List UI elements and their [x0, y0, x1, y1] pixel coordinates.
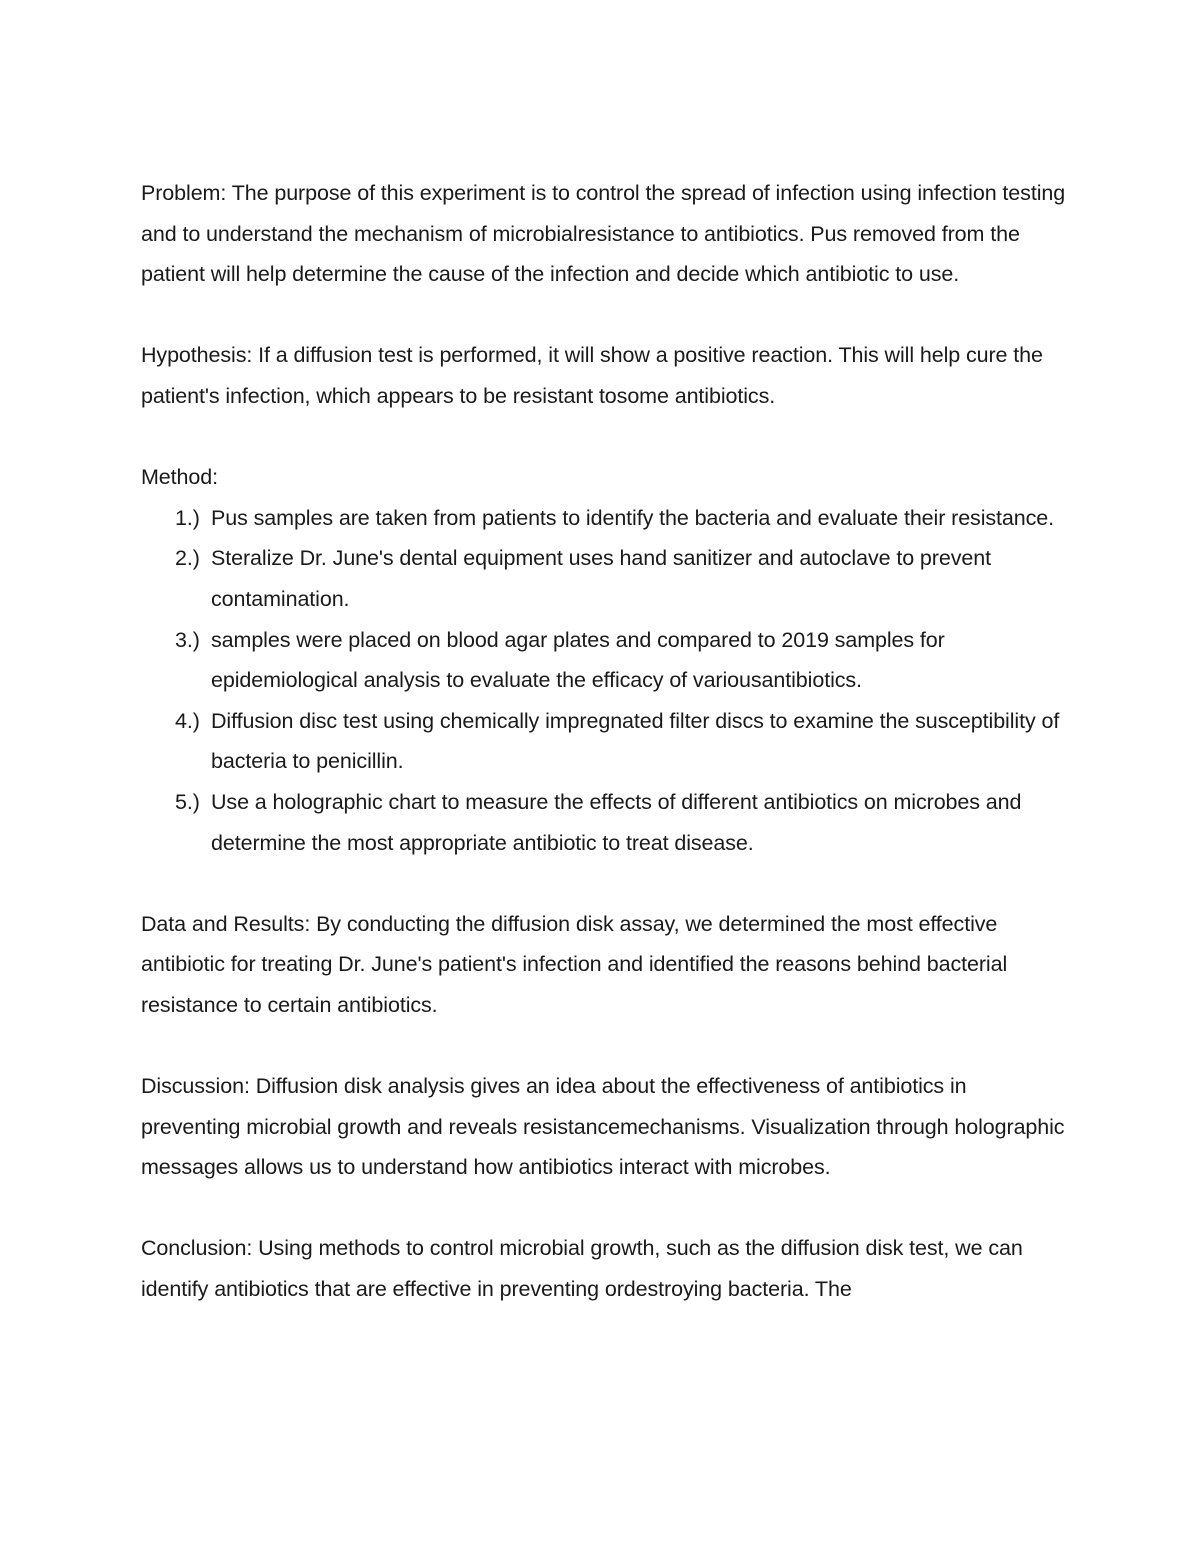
paragraph-spacer [141, 1025, 1071, 1066]
method-item [141, 538, 1071, 619]
method-item-number: 4.) [175, 708, 200, 733]
method-item-number: 5.) [175, 789, 200, 814]
method-item-text: samples were placed on blood agar plates and compared to 2019 samples for epidemiological analysis to evaluate the efficacy of variousantibiotics. [211, 627, 945, 693]
method-item-text: Diffusion disc test using chemically impregnated filter discs to examine the susceptibility of bacteria to penicillin. [211, 708, 1060, 774]
method-item-text: Steralize Dr. June's dental equipment uses hand sanitizer and autoclave to prevent contamination. [211, 546, 991, 611]
paragraph-spacer [141, 1188, 1071, 1229]
paragraph-spacer [141, 295, 1071, 336]
method-item-text: Use a holographic chart to measure the effects of different antibiotics on microbes and determine the most appropriate antibiotic to treat disease. [211, 789, 1022, 855]
hypothesis-paragraph: Hypothesis: If a diffusion test is performed, it will show a positive reaction. This will help cure the patient's infection, which appears to be resistant tosome antibiotics. [141, 343, 1043, 408]
method-heading: Method: [141, 465, 218, 490]
method-item [141, 701, 1071, 782]
data-results-paragraph: Data and Results: By conducting the diffusion disk assay, we determined the most effective antibiotic for treating Dr. June's patient's infection and identified the reasons behind bacterial resistance to certain antibiotics. [141, 911, 1008, 1017]
paragraph-spacer [141, 863, 1071, 904]
method-item-number: 3.) [175, 627, 200, 652]
method-item [141, 498, 1071, 539]
problem-paragraph: Problem: The purpose of this experiment is to control the spread of infection using infection testing and to understand the mechanism of microbialresistance to antibiotics. Pus removed from the patient will help determine the cause of the infection and decide which antibiotic to use. [141, 181, 1066, 287]
discussion-paragraph: Discussion: Diffusion disk analysis gives an idea about the effectiveness of antibiotics in preventing microbial growth and reveals resistancemechanisms. Visualization through holographic messages allows us to understand how antibiotics interact with microbes. [141, 1074, 1065, 1180]
method-item-number: 1.) [175, 505, 200, 530]
method-item [141, 620, 1071, 701]
document-body [141, 173, 1071, 1310]
method-item-text: Pus samples are taken from patients to identify the bacteria and evaluate their resistance. [211, 505, 1055, 530]
method-list [141, 498, 1071, 863]
paragraph-spacer [141, 417, 1071, 458]
method-item [141, 782, 1071, 863]
conclusion-paragraph: Conclusion: Using methods to control microbial growth, such as the diffusion disk test, we can identify antibiotics that are effective in preventing ordestroying bacteria. The [141, 1236, 1023, 1302]
method-item-number: 2.) [175, 546, 200, 571]
